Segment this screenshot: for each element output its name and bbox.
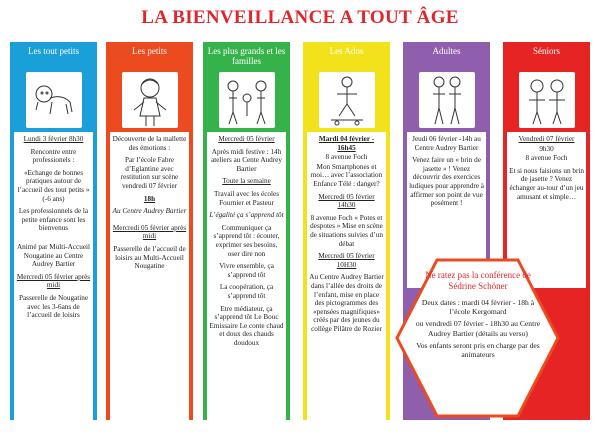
event-text: Et si nous faisions un brin de jasette ? Venez échanger au-tour d’un jeu amusant et simple… — [509, 166, 584, 201]
event-time: 9h30 — [539, 144, 554, 153]
event-date: Mercredi 05 février après midi — [112, 223, 187, 241]
event-date: Mercredi 05 février après midi — [16, 272, 91, 290]
event-text: Passerelle de l’accueil de loisirs au Multi-Accueil Nougatine — [113, 244, 186, 271]
column-body — [207, 132, 286, 420]
event-text: Animé par Multi-Accueil Nougatine au Centre Audrey Bartier — [16, 242, 91, 269]
column-header: Les plus grands et les familles — [207, 46, 286, 66]
event-date: Toute la semaine — [222, 177, 271, 186]
callout-line: Deux dates : mardi 04 février - 18h à l’école Kergomard — [421, 298, 535, 317]
callout-text — [413, 270, 543, 359]
event-text: Découverte de la mallette des émotions : — [112, 135, 187, 152]
callout-line: ou vendredi 07 février - 18h30 au Centre Audrey Bartier (détails au verso) — [415, 319, 541, 338]
column-petits — [106, 42, 193, 420]
page-title: LA BIENVEILLANCE A TOUT ÂGE — [141, 7, 459, 28]
column-body — [14, 132, 93, 420]
event-date: Lundi 3 février 8h30 — [23, 135, 84, 143]
event-text: Etre médiateur, ça s’apprend tôt Le Bouc Emissaire Le conte chaud et doux des chauds doudoux — [209, 304, 284, 347]
event-text: Après midi festive : 14h ateliers au Cente Audrey Bartier — [211, 147, 282, 173]
event-text: Mon Smartphones et moi… avec l’association Enfance Télé : danger? — [310, 162, 383, 188]
event-location: 8 avenue Foch — [325, 153, 368, 162]
column-header: Les tout petits — [28, 46, 79, 56]
crawling-baby-illustration — [26, 72, 82, 128]
column-body — [110, 132, 189, 420]
teen-skateboard-illustration — [319, 72, 375, 128]
column-header: Les petits — [132, 46, 167, 56]
event-date: Jeudi 06 février -14h au Centre Audrey Bartier — [412, 135, 481, 152]
event-text: Passerelle de Nougatine avec les 3-6ans de l’accueil de loisirs — [18, 293, 89, 320]
event-text: Les professionnels de la petite enfance sont les bienvenus — [18, 207, 89, 233]
column-plus-grands — [203, 42, 290, 420]
event-text: Par l’école Fabre d’Eglantine avec restitution sur scène vendredi 07 février — [120, 156, 179, 190]
event-date: Mercredi 05 février 14h30 — [318, 192, 375, 210]
child-illustration — [122, 72, 178, 128]
event-date: Vendredi 07 février — [518, 135, 575, 143]
adults-illustration — [419, 72, 475, 128]
event-location: 8 avenue Foch — [525, 154, 568, 163]
seniors-illustration — [519, 72, 575, 128]
column-body — [307, 132, 386, 420]
event-text: Travail avec les écoles Fournier et Pasteur — [214, 189, 279, 207]
event-text: 8 avenue Foch « Potes et despotes » Mise en scène de situations suivies d’un débat — [310, 213, 383, 248]
event-text: Venez faire un « brin de jasette » ! Venez découvrir des exercices ludiques pour apprendre à affirmer son point de vue posément ! — [409, 156, 484, 208]
conference-callout — [395, 258, 560, 418]
column-header: Séniors — [533, 46, 560, 56]
event-text: Au Centre Audrey Bartier dans l’allée des droits de l’enfant, mise en place des pictogrammes des «pensées magnifiques» créés par des jeunes du collège Pilâtre de Rozier — [309, 273, 384, 333]
event-time: 18h — [143, 194, 156, 203]
column-tout-petits — [10, 42, 97, 420]
callout-line: Vos enfants seront pris en charge par des animateurs — [416, 340, 540, 360]
column-header: Adultes — [432, 46, 461, 56]
event-text: La coopération, ça s’apprend tôt — [219, 283, 274, 300]
event-date: Mercredi 05 février — [218, 135, 275, 143]
event-theme: L’égalité ça s’apprend tôt — [209, 211, 284, 220]
event-location: Au Centre Audrey Bartier — [112, 207, 187, 216]
event-date: Mardi 04 février - 16h45 — [318, 135, 375, 152]
column-header: Les Ados — [329, 46, 364, 56]
event-text: Vivre ensemble, ça s’apprend tôt — [219, 262, 274, 279]
event-text: Rencontre entre professionels : — [30, 147, 77, 165]
event-date: Mercredi 05 février 10H30 — [318, 252, 375, 269]
family-illustration — [219, 72, 275, 128]
event-text: Communiquer ça s’apprend tôt : écouter, exprimer ses besoins, oser dire non — [213, 223, 280, 258]
callout-title: Ne ratez pas la conférence de Sédrine Schöner — [425, 270, 531, 291]
event-text: «Echange de bonnes pratiques autour de l’accueil des tout petits » (-6 ans) — [17, 168, 90, 203]
column-ados — [303, 42, 390, 420]
